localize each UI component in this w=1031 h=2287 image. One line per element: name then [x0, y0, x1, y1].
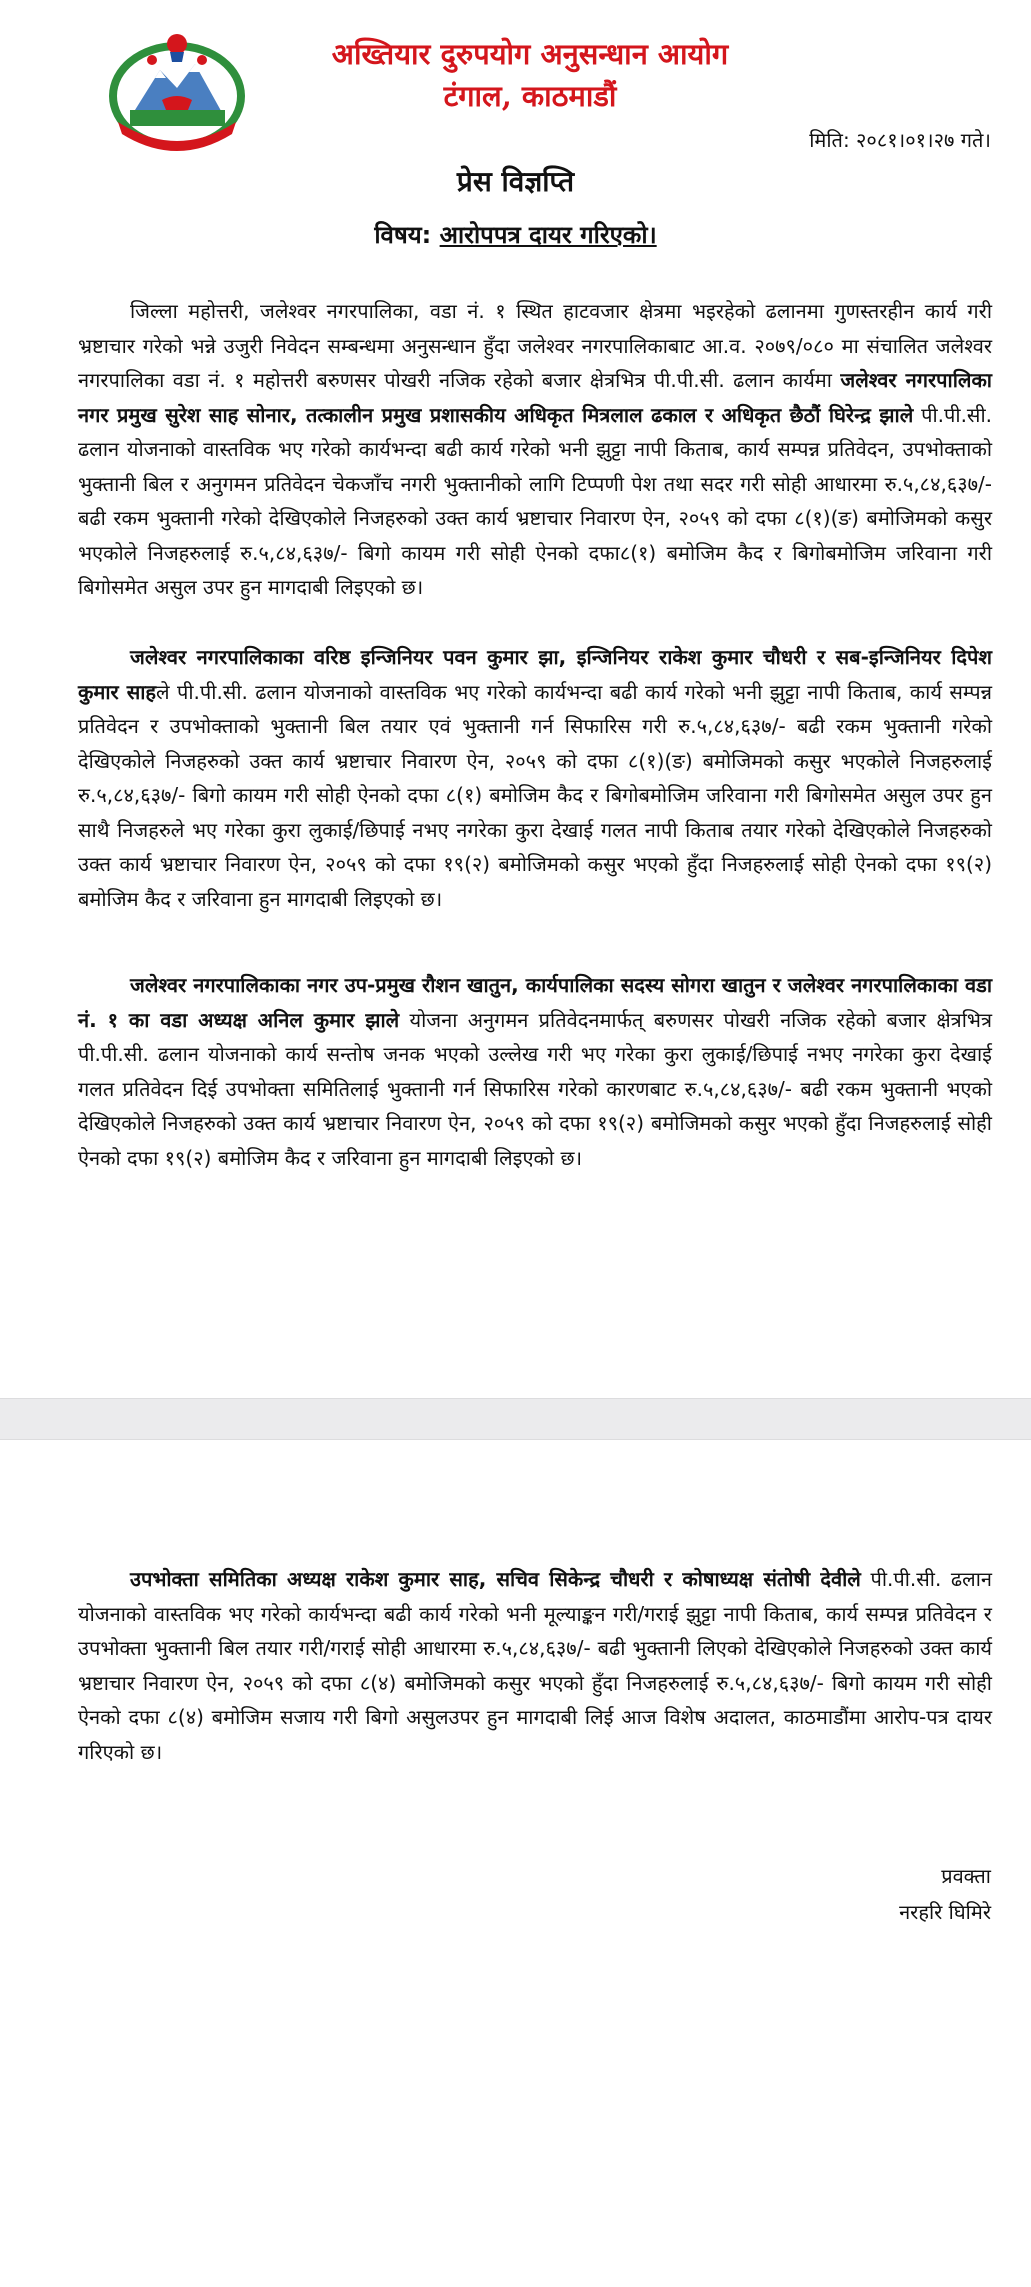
paragraph-1-body: पी.पी.सी. ढलान योजनाको वास्तविक भए गरेको कार्यभन्दा बढी कार्य गरेको भनी झुट्टा नापी किताब, कार्य सम्पन्न प्रतिवेदन, उपभोक्ताको भुक्तानी बिल र अनुगमन प्रतिवेदन चेकजाँच नगरी भुक्तानीको लागि टिप्पणी पेश तथा सदर गरी सोही आधारमा रु.५,८४,६३७/- बढी रकम भुक्तानी गरेको देखिएकोले निजहरुको उक्त कार्य भ्रष्टाचार निवारण ऐन, २०५९ को दफा ८(१)(ङ) बमोजिमको कसुर भएकोले निजहरुलाई रु.५,८४,६३७/- बिगो कायम गरी सोही ऐनको दफा८(१) बमोजिम कैद र बिगोबमोजिम जरिवाना गरी बिगोसमेत असुल उपर हुन मागदाबी लिइएको छ।	[78, 402, 992, 599]
paragraph-3-accused: जलेश्वर नगरपालिकाका नगर उप-प्रमुख रौशन खातुन, कार्यपालिका सदस्य सोगरा खातुन र जलेश्वर नगरपालिकाका वडा नं. १ का वडा अध्यक्ष अनिल कुमार झाले	[78, 973, 992, 1032]
paragraph-4	[78, 1562, 992, 1769]
page-title: प्रेस विज्ञप्ति	[456, 165, 575, 198]
paragraph-1-intro: जिल्ला महोत्तरी, जलेश्वर नगरपालिका, वडा नं. १ स्थित हाटवजार क्षेत्रमा भइरहेको ढलानमा गुणस्तरहीन कार्य गरी भ्रष्टाचार गरेको भन्ने उजुरी निवेदन सम्बन्धमा अनुसन्धान हुँदा जलेश्वर नगरपालिकाबाट आ.व. २०७९/०८० मा संचालित जलेश्वर नगरपालिका वडा नं. १ महोत्तरी बरुणसर पोखरी नजिक रहेको बजार क्षेत्रभित्र पी.पी.सी. ढलान कार्यमा	[78, 299, 992, 392]
paragraph-4-body: पी.पी.सी. ढलान योजनाको वास्तविक भए गरेको कार्यभन्दा बढी कार्य गरेको भनी मूल्याङ्कन गरी/गराई झुट्टा नापी किताब, कार्य सम्पन्न प्रतिवेदन र उपभोक्ता भुक्तानी बिल तयार गरी/गराई सोही आधारमा रु.५,८४,६३७/- बढी भुक्तानी लिएको देखिएकोले निजहरुको उक्त कार्य भ्रष्टाचार निवारण ऐन, २०५९ को दफा ८(४) बमोजिमको कसुर भएको हुँदा निजहरुलाई रु.५,८४,६३७/- बिगो कायम गरी सोही ऐनको दफा ८(४) बमोजिम सजाय गरी बिगो असुलउपर हुन मागदाबी लिई आज विशेष अदालत, काठमाडौंमा आरोप-पत्र दायर गरिएको छ।	[78, 1567, 992, 1764]
paragraph-1	[78, 294, 992, 605]
signature-name: नरहरि घिमिरे	[899, 1900, 991, 1924]
paragraph-1-accused: जलेश्वर नगरपालिका नगर प्रमुख सुरेश साह सोनार, तत्कालीन प्रमुख प्रशासकीय अधिकृत मित्रलाल ढकाल र अधिकृत छैठौं घिरेन्द्र झाले	[78, 368, 992, 427]
subject-line	[0, 218, 1031, 251]
document-date: मिति: २०८१।०१।२७ गते।	[809, 128, 991, 152]
organization-name: अख्तियार दुरुपयोग अनुसन्धान आयोग	[331, 37, 729, 71]
nepal-emblem-icon	[100, 30, 255, 155]
subject-label: विषय:	[374, 221, 432, 249]
paragraph-2	[78, 640, 992, 916]
paragraph-3-body: योजना अनुगमन प्रतिवेदनमार्फत् बरुणसर पोखरी नजिक रहेको बजार क्षेत्रभित्र पी.पी.सी. ढलान योजनाको कार्य सन्तोष जनक भएको उल्लेख गरी भए गरेका कुरा लुकाई/छिपाई नभए नगरेका कुरा देखाई गलत प्रतिवेदन दिई उपभोक्ता समितिलाई भुक्तानी गर्न सिफारिस गरेको कारणबाट रु.५,८४,६३७/- बढी रकम भुक्तानी भएको देखिएकोले निजहरुको उक्त कार्य भ्रष्टाचार निवारण ऐन, २०५९ को दफा १९(२) बमोजिमको कसुर भएको हुँदा निजहरुलाई सोही ऐनको दफा १९(२) बमोजिम कैद र जरिवाना हुन मागदाबी लिइएको छ।	[78, 1007, 992, 1170]
signature-role: प्रवक्ता	[941, 1864, 991, 1888]
page-separator	[0, 1398, 1031, 1440]
paragraph-2-body: ले पी.पी.सी. ढलान योजनाको वास्तविक भए गरेको कार्यभन्दा बढी कार्य गरेको भनी झुट्टा नापी किताब, कार्य सम्पन्न प्रतिवेदन र उपभोक्ताको भुक्तानी बिल तयार एवं भुक्तानी गर्न सिफारिस गरी रु.५,८४,६३७/- बढी रकम भुक्तानी गरेको देखिएकोले निजहरुको उक्त कार्य भ्रष्टाचार निवारण ऐन, २०५९ को दफा ८(१)(ङ) बमोजिमको कसुर भएकोले निजहरुलाई रु.५,८४,६३७/- बिगो कायम गरी सोही ऐनको दफा ८(१) बमोजिम कैद र बिगोबमोजिम जरिवाना गरी बिगोसमेत असुल उपर हुन साथै निजहरुले भए गरेका कुरा लुकाई/छिपाई नभए नगरेका कुरा देखाई गलत नापी किताब तयार गरेको देखिएकोले निजहरुको उक्त कार्य भ्रष्टाचार निवारण ऐन, २०५९ को दफा १९(२) बमोजिमको कसुर भएको हुँदा निजहरुलाई सोही ऐनको दफा १९(२) बमोजिम कैद र जरिवाना हुन मागदाबी लिइएको छ।	[78, 679, 992, 911]
organization-location: टंगाल, काठमाडौं	[443, 79, 617, 113]
subject-text: आरोपपत्र दायर गरिएको।	[439, 221, 657, 249]
paragraph-4-accused: उपभोक्ता समितिका अध्यक्ष राकेश कुमार साह, सचिव सिकेन्द्र चौधरी र कोषाध्यक्ष संतोषी देवीले	[130, 1567, 861, 1591]
paragraph-2-accused: जलेश्वर नगरपालिकाका वरिष्ठ इन्जिनियर पवन कुमार झा, इन्जिनियर राकेश कुमार चौधरी र सब-इन्जिनियर दिपेश कुमार साह	[78, 645, 992, 704]
paragraph-3	[78, 968, 992, 1175]
